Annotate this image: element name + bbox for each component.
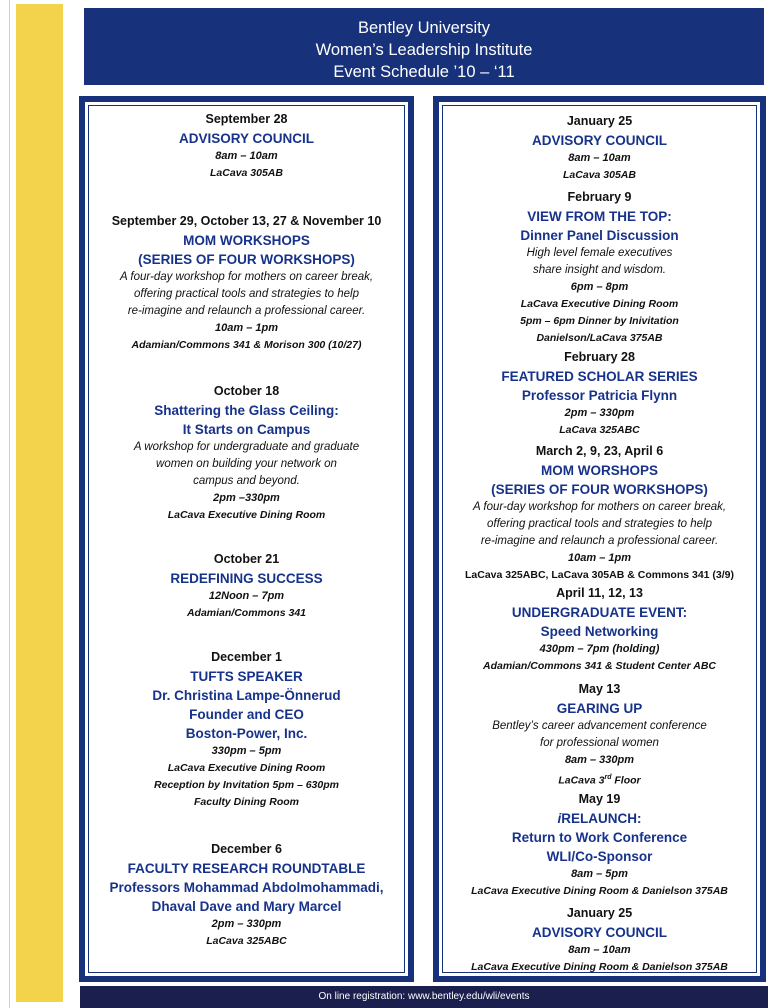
event-location: LaCava Executive Dining Room & Danielson 375AB	[471, 961, 728, 973]
event-time: 8am – 330pm	[564, 754, 635, 766]
event-item	[89, 212, 404, 354]
event-title: Shattering the Glass Ceiling:	[154, 403, 339, 418]
right-column	[433, 96, 766, 982]
event-date: December 1	[211, 650, 282, 664]
event-time: 430pm – 7pm (holding)	[539, 643, 660, 655]
event-item	[443, 790, 756, 900]
event-title	[443, 809, 756, 828]
event-location: LaCava Executive Dining Room	[167, 762, 326, 774]
event-item	[443, 904, 756, 976]
event-title: TUFTS SPEAKER	[190, 669, 303, 684]
header-banner	[84, 8, 764, 85]
event-location: Adamian/Commons 341 & Morison 300 (10/27)	[131, 339, 362, 351]
event-title: REDEFINING SUCCESS	[170, 571, 323, 586]
event-sponsor: WLI/Co-Sponsor	[546, 849, 653, 864]
event-title: MOM WORKSHOPS	[183, 233, 310, 248]
header-line-university: Bentley University	[357, 19, 491, 37]
event-date: April 11, 12, 13	[556, 586, 643, 600]
event-location	[443, 769, 756, 790]
location-superscript: rd	[604, 774, 612, 781]
event-date: October 21	[213, 552, 280, 566]
event-date: January 25	[566, 906, 633, 920]
event-title: ADVISORY COUNCIL	[531, 133, 667, 148]
title-italic-i: i	[557, 811, 562, 826]
event-item	[443, 112, 756, 184]
event-date: March 2, 9, 23, April 6	[535, 444, 664, 458]
event-date: February 9	[567, 190, 632, 204]
event-date: May 19	[578, 792, 621, 806]
event-subtitle: (SERIES OF FOUR WORKSHOPS)	[138, 252, 355, 267]
event-description: offering practical tools and strategies to help	[133, 288, 360, 300]
event-title: FACULTY RESEARCH ROUNDTABLE	[127, 861, 366, 876]
event-time: 2pm –330pm	[213, 492, 280, 504]
event-description: High level female executives	[526, 247, 673, 259]
event-description: A four-day workshop for mothers on career break,	[472, 501, 727, 513]
event-time: 8am – 5pm	[571, 868, 628, 880]
title-text: RELAUNCH:	[561, 811, 642, 826]
event-date: February 28	[564, 350, 635, 364]
event-subtitle: Return to Work Conference	[511, 830, 688, 845]
event-location: LaCava Executive Dining Room	[520, 298, 679, 310]
event-time: 10am – 1pm	[568, 552, 631, 564]
event-description: Bentley’s career advancement conference	[492, 720, 707, 732]
event-item	[443, 348, 756, 439]
event-speaker: Dr. Christina Lampe-Önnerud	[152, 688, 341, 703]
event-subtitle: Dinner Panel Discussion	[520, 228, 679, 243]
registration-link[interactable]: On line registration: www.bentley.edu/wli/events	[318, 991, 530, 1002]
event-time: 330pm – 5pm	[211, 745, 282, 757]
event-title: VIEW FROM THE TOP:	[527, 209, 672, 224]
footer-registration-bar	[80, 986, 768, 1008]
event-time: 2pm – 330pm	[564, 407, 635, 419]
event-title: UNDERGRADUATE EVENT:	[511, 605, 688, 620]
event-title: ADVISORY COUNCIL	[531, 925, 667, 940]
event-description: campus and beyond.	[193, 475, 300, 487]
event-title: MOM WORSHOPS	[541, 463, 658, 478]
event-date: September 29, October 13, 27 & November 10	[111, 214, 382, 228]
header-line-institute: Women’s Leadership Institute	[315, 41, 533, 59]
event-item	[89, 110, 404, 182]
event-subtitle: It Starts on Campus	[182, 422, 311, 437]
event-time: 8am – 10am	[568, 944, 631, 956]
event-location: Danielson/LaCava 375AB	[536, 332, 663, 344]
event-time: 8am – 10am	[568, 152, 631, 164]
event-date: May 13	[578, 682, 621, 696]
event-subtitle: (SERIES OF FOUR WORKSHOPS)	[491, 482, 708, 497]
event-speaker: Professor Patricia Flynn	[521, 388, 678, 403]
event-item	[443, 442, 756, 584]
event-location: LaCava Executive Dining Room	[167, 509, 326, 521]
page-edge-line	[9, 0, 10, 1008]
event-date: October 18	[213, 384, 280, 398]
event-time: 12Noon – 7pm	[208, 590, 285, 602]
event-description: A workshop for undergraduate and graduate	[133, 441, 360, 453]
event-description: re-imagine and relaunch a professional career.	[480, 535, 719, 547]
left-column	[79, 96, 414, 982]
event-item	[443, 188, 756, 347]
event-subtitle: Speed Networking	[540, 624, 659, 639]
event-description: re-imagine and relaunch a professional career.	[127, 305, 366, 317]
event-speaker-role: Founder and CEO	[189, 707, 304, 722]
event-title: ADVISORY COUNCIL	[178, 131, 314, 146]
event-location: LaCava 325ABC, LaCava 305AB & Commons 341 (3/9)	[464, 569, 735, 581]
event-item	[89, 648, 404, 811]
event-time: 8am – 10am	[215, 150, 278, 162]
event-item	[89, 550, 404, 622]
event-time: 6pm – 8pm	[570, 281, 629, 293]
location-text: Floor	[611, 774, 641, 787]
event-location: Adamian/Commons 341 & Student Center ABC	[483, 660, 716, 672]
event-speaker-company: Boston-Power, Inc.	[185, 726, 308, 741]
event-location: LaCava 325ABC	[559, 424, 640, 436]
event-description: for professional women	[540, 737, 659, 749]
event-date: January 25	[566, 114, 633, 128]
event-location: Adamian/Commons 341	[186, 607, 307, 619]
event-title: FEATURED SCHOLAR SERIES	[501, 369, 698, 384]
event-title: GEARING UP	[556, 701, 643, 716]
event-time: 2pm – 330pm	[211, 918, 282, 930]
event-description: women on building your network on	[156, 458, 337, 470]
event-description: A four-day workshop for mothers on career break,	[119, 271, 374, 283]
event-speakers: Professors Mohammad Abdolmohammadi,	[109, 880, 384, 895]
event-location: LaCava 305AB	[563, 169, 636, 181]
event-location: LaCava 305AB	[210, 167, 283, 179]
event-item	[443, 584, 756, 675]
event-item	[89, 382, 404, 524]
event-date: September 28	[205, 112, 288, 126]
event-description: offering practical tools and strategies to help	[486, 518, 713, 530]
event-location: LaCava 325ABC	[206, 935, 287, 947]
event-location: Faculty Dining Room	[194, 796, 299, 808]
gold-side-bar	[16, 4, 63, 1002]
event-date: December 6	[211, 842, 282, 856]
event-location: Reception by Invitation 5pm – 630pm	[154, 779, 339, 791]
event-description: share insight and wisdom.	[533, 264, 666, 276]
location-text: LaCava 3	[558, 774, 605, 787]
header-line-schedule: Event Schedule ’10 – ‘11	[333, 63, 515, 81]
event-time: 10am – 1pm	[215, 322, 278, 334]
event-item	[443, 680, 756, 790]
event-location: 5pm – 6pm Dinner by Inivitation	[520, 315, 679, 327]
event-item	[89, 840, 404, 950]
event-speakers: Dhaval Dave and Mary Marcel	[151, 899, 342, 914]
event-location: LaCava Executive Dining Room & Danielson 375AB	[471, 885, 728, 897]
